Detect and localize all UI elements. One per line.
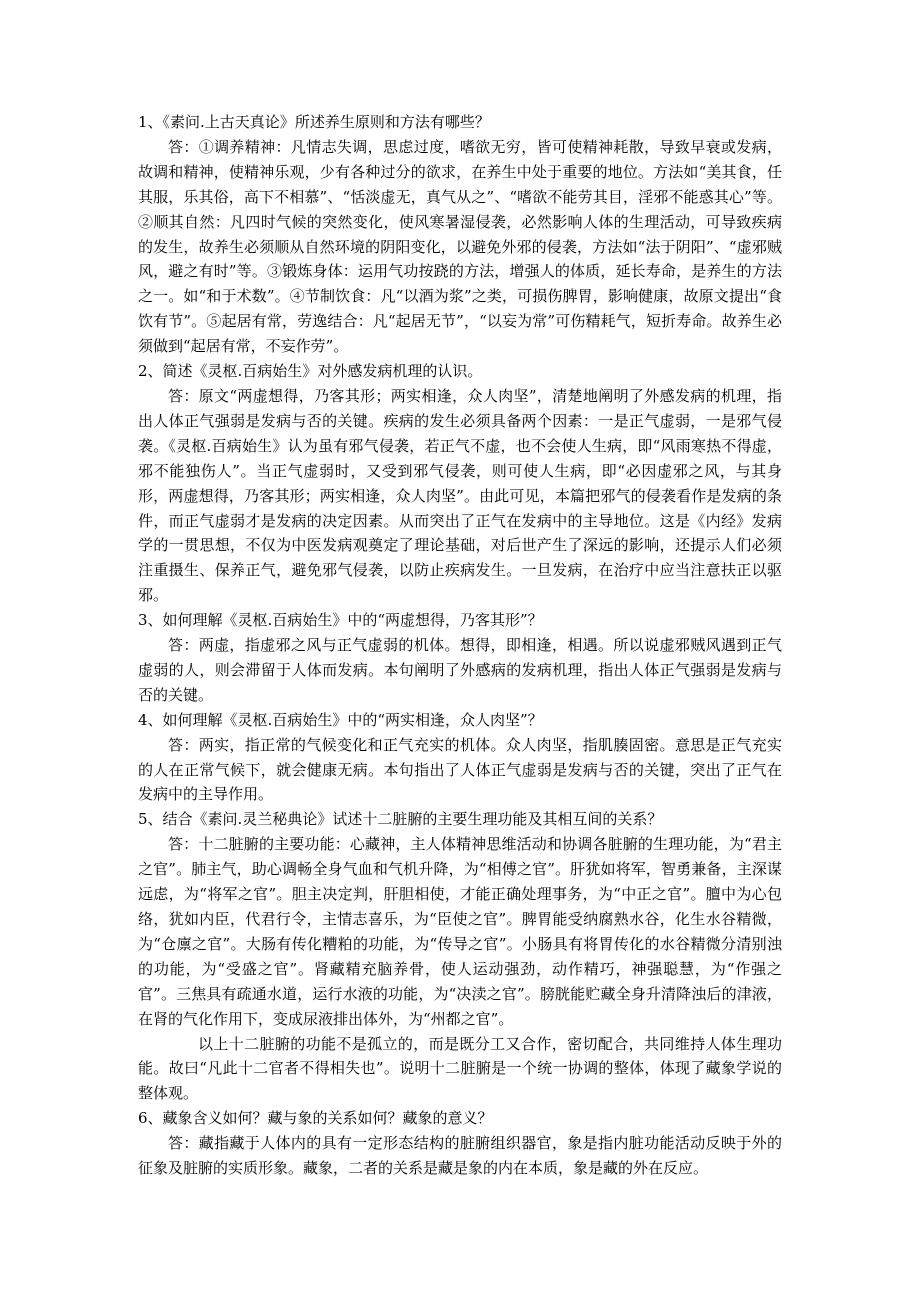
question-5: 5、结合《素问.灵兰秘典论》试述十二脏腑的主要生理功能及其相互间的关系？ <box>138 810 663 829</box>
question-6: 6、藏象含义如何？藏与象的关系如何？藏象的意义？ <box>138 1109 493 1128</box>
answer-6: 答：藏指藏于人体内的具有一定形态结构的脏腑组织器官，象是指内脏功能活动反映于外的征象及脏腑的实质形象。藏象，二者的关系是藏是象的内在本质，象是藏的外在反应。 <box>138 1134 782 1178</box>
answer-1: 答：①调养精神：凡情志失调，思虑过度，嗜欲无穷，皆可使精神耗散，导致早衰或发病，故调和精神，使精神乐观，少有各种过分的欲求，在养生中处于重要的地位。方法如“美其食，任其服，乐其俗，高下不相慕”、“恬淡虚无，真气从之”、“嗜欲不能劳其目，淫邪不能惑其心”等。②顺其自然：凡四时气候的突然变化，使风寒暑湿侵袭，必然影响人体的生理活动，可导致疾病的发生，故养生必须顺从自然环境的阴阳变化，以避免外邪的侵袭，方法如“法于阴阳”、“虚邪贼风，避之有时”等。③锻炼身体：运用气功按跷的方法，增强人的体质，延长寿命，是养生的方法之一。如“和于术数”。④节制饮食：凡“以酒为浆”之类，可损伤脾胃，影响健康，故原文提出“食饮有节”。⑤起居有常，劳逸结合：凡“起居无节”，“以妄为常”可伤精耗气，短折寿命。故养生必须做到“起居有常，不妄作劳”。 <box>138 137 782 356</box>
question-1: 1、《素问.上古天真论》所述养生原则和方法有哪些？ <box>138 113 490 131</box>
answer-5: 答：十二脏腑的主要功能：心藏神，主人体精神思维活动和协调各脏腑的生理功能，为“君主之官”。肺主气，助心调畅全身气血和气机升降，为“相傅之官”。肝犹如将军，智勇兼备，主深谋远虑，为“将军之官”。胆主决定判，肝胆相使，才能正确处理事务，为“中正之官”。膻中为心包络，犹如内臣，代君行令，主情志喜乐，为“臣使之官”。脾胃能受纳腐熟水谷，化生水谷精微，为“仓廪之官”。大肠有传化糟粕的功能，为“传导之官”。小肠具有将胃传化的水谷精微分清别浊的功能，为“受盛之官”。肾藏精充脑养骨，使人运动强劲，动作精巧，神强聪慧，为“作强之官”。三焦具有疏通水道，运行水液的功能，为“决渎之官”。膀胱能贮藏全身升清降浊后的津液，在肾的气化作用下，变成尿液排出体外，为“州都之官”。 <box>138 835 782 1028</box>
document-page <box>138 110 782 1181</box>
question-2: 2、简述《灵枢.百病始生》对外感发病机理的认识。 <box>138 362 483 381</box>
question-3: 3、如何理解《灵枢.百病始生》中的“两虚想得，乃客其形”？ <box>138 611 543 630</box>
answer-3: 答：两虚，指虚邪之风与正气虚弱的机体。想得，即相逢，相遇。所以说虚邪贼风遇到正气虚弱的人，则会滞留于人体而发病。本句阐明了外感病的发病机理，指出人体正气强弱是发病与否的关键。 <box>138 636 782 704</box>
question-4: 4、如何理解《灵枢.百病始生》中的“两实相逢，众人肉坚”？ <box>138 710 543 729</box>
answer-4: 答：两实，指正常的气候变化和正气充实的机体。众人肉坚，指肌腠固密。意思是正气充实的人在正常气候下，就会健康无病。本句指出了人体正气虚弱是发病与否的关键，突出了正气在发病中的主导作用。 <box>138 735 782 804</box>
answer-2: 答：原文“两虚想得，乃客其形；两实相逢，众人肉坚”，清楚地阐明了外感发病的机理，指出人体正气强弱是发病与否的关键。疾病的发生必须具备两个因素：一是正气虚弱，一是邪气侵袭。《灵枢.百病始生》认为虽有邪气侵袭，若正气不虚，也不会使人生病，即“风雨寒热不得虚，邪不能独伤人”。当正气虚弱时，又受到邪气侵袭，则可使人生病，即“必因虚邪之风，与其身形，两虚想得，乃客其形；两实相逢，众人肉坚”。由此可见，本篇把邪气的侵袭看作是发病的条件，而正气虚弱才是发病的决定因素。从而突出了正气在发病中的主导地位。这是《内经》发病学的一贯思想，不仅为中医发病观奠定了理论基础，对后世产生了深远的影响，还提示人们必须注重摄生、保养正气，避免邪气侵袭，以防止疾病发生。一旦发病，在治疗中应当注意扶正以驱邪。 <box>138 386 782 605</box>
answer-5-continued: 以上十二脏腑的功能不是孤立的，而是既分工又合作，密切配合，共同维持人体生理功能。故曰“凡此十二官者不得相失也”。说明十二脏腑是一个统一协调的整体，体现了藏象学说的整体观。 <box>138 1034 782 1103</box>
